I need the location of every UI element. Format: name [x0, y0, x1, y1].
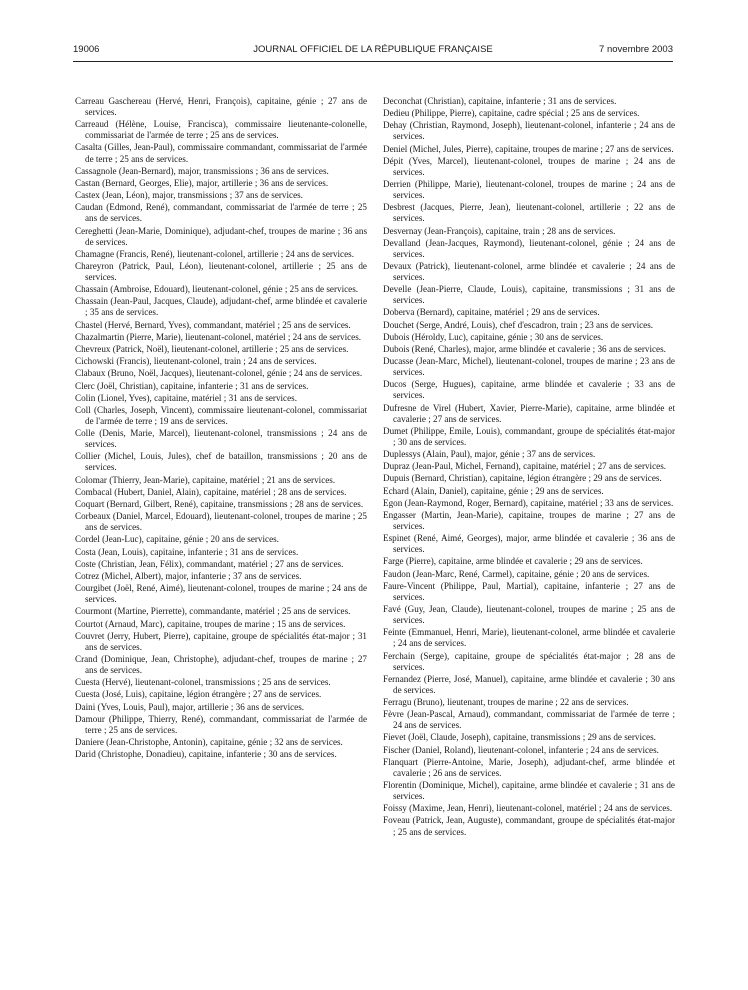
list-item: Engasser (Martin, Jean-Marie), capitaine, troupes de marine ; 27 ans de services. [383, 510, 675, 532]
list-item: Derrien (Philippe, Marie), lieutenant-colonel, troupes de marine ; 24 ans de services. [383, 179, 675, 201]
list-item: Deniel (Michel, Jules, Pierre), capitaine, troupes de marine ; 27 ans de services. [383, 143, 674, 154]
list-item: Clerc (Joël, Christian), capitaine, infanterie ; 31 ans de services. [75, 380, 309, 391]
list-item: Coquart (Bernard, Gilbert, René), capitaine, transmissions ; 28 ans de services. [75, 498, 364, 509]
list-item: Damour (Philippe, Thierry, René), commandant, commissariat de l'armée de terre ; 25 ans de services. [75, 713, 367, 735]
left-column [75, 96, 367, 761]
list-item: Egon (Jean-Raymond, Roger, Bernard), capitaine, matériel ; 33 ans de services. [383, 497, 674, 508]
list-item: Chassain (Ambroise, Edouard), lieutenant-colonel, génie ; 25 ans de services. [75, 284, 359, 295]
list-item: Deconchat (Christian), capitaine, infanterie ; 31 ans de services. [383, 96, 617, 106]
list-item: Carreau Gaschereau (Hervé, Henri, François), capitaine, génie ; 27 ans de services. [75, 96, 367, 118]
list-item: Chareyron (Patrick, Paul, Léon), lieutenant-colonel, artillerie ; 25 ans de services. [75, 260, 367, 282]
list-item: Courmont (Martine, Pierrette), commandante, matériel ; 25 ans de services. [75, 606, 351, 617]
publication-date: 7 novembre 2003 [599, 44, 673, 55]
list-item: Cuesta (José, Luis), capitaine, légion étrangère ; 27 ans de services. [75, 689, 322, 700]
list-item: Foveau (Patrick, Jean, Auguste), commandant, groupe de spécialités état-major ; 25 ans de services. [383, 815, 675, 837]
list-item: Dubois (Héroldy, Luc), capitaine, génie ; 30 ans de services. [383, 331, 604, 342]
list-item: Carreaud (Hélène, Louise, Francisca), commissaire lieutenante-colonelle, commissariat de l'armée de terre ; 25 ans de services. [75, 119, 367, 141]
list-item: Develle (Jean-Pierre, Claude, Louis), capitaine, transmissions ; 31 ans de services. [383, 284, 675, 306]
list-item: Chamagne (Francis, René), lieutenant-colonel, artillerie ; 24 ans de services. [75, 248, 354, 259]
list-item: Florentin (Dominique, Michel), capitaine, arme blindée et cavalerie ; 31 ans de services. [383, 780, 675, 802]
list-item: Fievet (Joël, Claude, Joseph), capitaine, transmissions ; 29 ans de services. [383, 732, 656, 743]
list-item: Ferchain (Serge), capitaine, groupe de spécialités état-major ; 28 ans de services. [383, 650, 675, 672]
list-item: Courgibet (Joël, René, Aimé), lieutenant-colonel, troupes de marine ; 24 ans de services. [75, 583, 367, 605]
list-item: Feinte (Emmanuel, Henri, Marie), lieutenant-colonel, arme blindée et cavalerie ; 24 ans de services. [383, 627, 675, 649]
list-item: Desbrest (Jacques, Pierre, Jean), lieutenant-colonel, artillerie ; 22 ans de services. [383, 202, 675, 224]
list-item: Cichowski (Francis), lieutenant-colonel, train ; 24 ans de services. [75, 356, 317, 367]
list-item: Coste (Christian, Jean, Félix), commandant, matériel ; 27 ans de services. [75, 558, 344, 569]
list-item: Desvernay (Jean-François), capitaine, train ; 28 ans de services. [383, 225, 616, 236]
list-item: Darid (Christophe, Donadieu), capitaine, infanterie ; 30 ans de services. [75, 749, 337, 760]
right-column [383, 96, 675, 839]
page-number: 19006 [73, 44, 100, 55]
list-item: Coll (Charles, Joseph, Vincent), commissaire lieutenant-colonel, commissariat de l'armée de terre ; 19 ans de services. [75, 404, 367, 426]
list-item: Combacal (Hubert, Daniel, Alain), capitaine, matériel ; 28 ans de services. [75, 486, 347, 497]
list-item: Castan (Bernard, Georges, Elie), major, artillerie ; 36 ans de services. [75, 177, 329, 188]
list-item: Couvret (Jerry, Hubert, Pierre), capitaine, groupe de spécialités état-major ; 31 ans de services. [75, 630, 367, 652]
list-item: Faudon (Jean-Marc, René, Carmel), capitaine, génie ; 20 ans de services. [383, 568, 650, 579]
list-item: Corbeaux (Daniel, Marcel, Edouard), lieutenant-colonel, troupes de marine ; 25 ans de services. [75, 511, 367, 533]
list-item: Cotrez (Michel, Albert), major, infanterie ; 37 ans de services. [75, 570, 302, 581]
list-item: Flanquart (Pierre-Antoine, Marie, Joseph), adjudant-chef, arme blindée et cavalerie ; 26 ans de services. [383, 756, 675, 778]
list-item: Colomar (Thierry, Jean-Marie), capitaine, matériel ; 21 ans de services. [75, 474, 336, 485]
list-item: Dedieu (Philippe, Pierre), capitaine, cadre spécial ; 25 ans de services. [383, 108, 640, 119]
list-item: Duplessys (Alain, Paul), major, génie ; 37 ans de services. [383, 449, 596, 460]
list-item: Cereghetti (Jean-Marie, Dominique), adjudant-chef, troupes de marine ; 36 ans de services. [75, 225, 367, 247]
list-item: Daniere (Jean-Christophe, Antonin), capitaine, génie ; 32 ans de services. [75, 737, 343, 748]
list-item: Crand (Dominique, Jean, Christophe), adjudant-chef, troupes de marine ; 27 ans de services. [75, 653, 367, 676]
list-item: Fischer (Daniel, Roland), lieutenant-colonel, infanterie ; 24 ans de services. [383, 744, 659, 755]
list-item: Fernandez (Pierre, José, Manuel), capitaine, arme blindée et cavalerie ; 30 ans de services. [383, 673, 675, 695]
list-item: Ducos (Serge, Hugues), capitaine, arme blindée et cavalerie ; 33 ans de services. [383, 379, 675, 401]
list-item: Doberva (Bernard), capitaine, matériel ; 29 ans de services. [383, 307, 600, 318]
list-item: Ducasse (Jean-Marc, Michel), lieutenant-colonel, troupes de marine ; 23 ans de services. [383, 356, 675, 378]
list-item: Cassagnole (Jean-Bernard), major, transmissions ; 36 ans de services. [75, 165, 329, 176]
list-item: Cordel (Jean-Luc), capitaine, génie ; 20 ans de services. [75, 534, 279, 545]
list-item: Chevreux (Patrick, Noël), lieutenant-colonel, artillerie ; 25 ans de services. [75, 343, 349, 354]
list-item: Collier (Michel, Louis, Jules), chef de bataillon, transmissions ; 20 ans de services. [75, 451, 367, 473]
list-item: Chassain (Jean-Paul, Jacques, Claude), adjudant-chef, arme blindée et cavalerie ; 35 ans de services. [75, 296, 367, 318]
list-item: Casalta (Gilles, Jean-Paul), commissaire commandant, commissariat de l'armée de terre ; 25 ans de services. [75, 142, 367, 164]
list-item: Dumet (Philippe, Emile, Louis), commandant, groupe de spécialités état-major ; 30 ans de services. [383, 425, 675, 447]
list-item: Costa (Jean, Louis), capitaine, infanterie ; 31 ans de services. [75, 546, 299, 557]
list-item: Dufresne de Virel (Hubert, Xavier, Pierre-Marie), capitaine, arme blindée et cavalerie ; 27 ans de services. [383, 402, 675, 424]
list-item: Dubois (René, Charles), major, arme blindée et cavalerie ; 36 ans de services. [383, 343, 666, 354]
list-item: Courtot (Arnaud, Marc), capitaine, troupes de marine ; 15 ans de services. [75, 618, 346, 629]
list-item: Castex (Jean, Léon), major, transmissions ; 37 ans de services. [75, 190, 303, 201]
list-item: Dupuis (Bernard, Christian), capitaine, légion étrangère ; 29 ans de services. [383, 473, 662, 484]
list-item: Foissy (Maxime, Jean, Henri), lieutenant-colonel, matériel ; 24 ans de services. [383, 803, 673, 814]
list-item: Dépit (Yves, Marcel), lieutenant-colonel, troupes de marine ; 24 ans de services. [383, 155, 675, 177]
list-item: Faure-Vincent (Philippe, Paul, Martial), capitaine, infanterie ; 27 ans de services. [383, 580, 675, 602]
header-rule [73, 61, 673, 62]
list-item: Devalland (Jean-Jacques, Raymond), lieutenant-colonel, génie ; 24 ans de services. [383, 237, 675, 259]
list-item: Echard (Alain, Daniel), capitaine, génie ; 29 ans de services. [383, 485, 604, 496]
list-item: Dupraz (Jean-Paul, Michel, Fernand), capitaine, matériel ; 27 ans de services. [383, 461, 667, 472]
journal-title: JOURNAL OFFICIEL DE LA RÉPUBLIQUE FRANÇAISE [253, 44, 493, 55]
list-item: Favé (Guy, Jean, Claude), lieutenant-colonel, troupes de marine ; 25 ans de services. [383, 604, 675, 626]
list-item: Devaux (Patrick), lieutenant-colonel, arme blindée et cavalerie ; 24 ans de services. [383, 260, 675, 282]
page-header [73, 44, 673, 58]
list-item: Daini (Yves, Louis, Paul), major, artillerie ; 36 ans de services. [75, 701, 305, 712]
list-item: Espinet (René, Aimé, Georges), major, arme blindée et cavalerie ; 36 ans de services. [383, 533, 675, 555]
list-item: Dehay (Christian, Raymond, Joseph), lieutenant-colonel, infanterie ; 24 ans de services. [383, 120, 675, 142]
list-item: Cuesta (Hervé), lieutenant-colonel, transmissions ; 25 ans de services. [75, 677, 331, 688]
list-item: Caudan (Edmond, René), commandant, commissariat de l'armée de terre ; 25 ans de services. [75, 202, 367, 224]
list-item: Chazalmartin (Pierre, Marie), lieutenant-colonel, matériel ; 24 ans de services. [75, 331, 362, 342]
list-item: Clabaux (Bruno, Noël, Jacques), lieutenant-colonel, génie ; 24 ans de services. [75, 368, 363, 379]
list-item: Colle (Denis, Marie, Marcel), lieutenant-colonel, transmissions ; 24 ans de services. [75, 428, 367, 450]
list-item: Douchet (Serge, André, Louis), chef d'escadron, train ; 23 ans de services. [383, 319, 654, 330]
list-item: Ferragu (Bruno), lieutenant, troupes de marine ; 22 ans de services. [383, 697, 629, 708]
list-item: Colin (Lionel, Yves), capitaine, matériel ; 31 ans de services. [75, 392, 297, 403]
list-item: Farge (Pierre), capitaine, arme blindée et cavalerie ; 29 ans de services. [383, 556, 643, 567]
list-item: Fèvre (Jean-Pascal, Arnaud), commandant, commissariat de l'armée de terre ; 24 ans de services. [383, 709, 675, 731]
list-item: Chastel (Hervé, Bernard, Yves), commandant, matériel ; 25 ans de services. [75, 319, 351, 330]
